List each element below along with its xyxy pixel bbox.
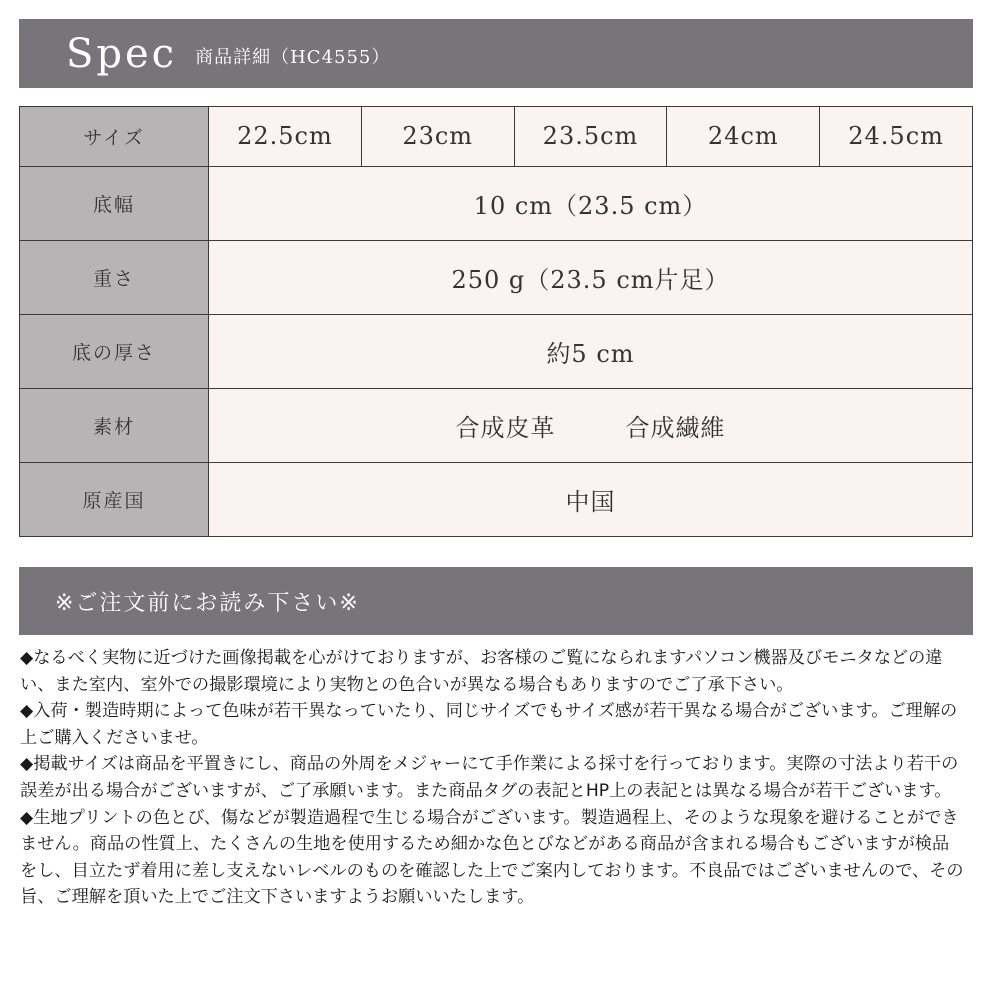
notice-list: [20, 645, 965, 911]
size-cell: 22.5cm: [209, 107, 362, 167]
origin-value: 中国: [209, 462, 973, 536]
size-row: [20, 107, 973, 167]
notice-item: ◆入荷・製造時期によって色味が若干異なっていたり、同じサイズでもサイズ感が若干異なる場合がございます。ご理解の上ご購入くださいませ。: [20, 701, 958, 748]
weight-value: 250 g（23.5 cm片足）: [209, 240, 973, 314]
origin-row: [20, 462, 973, 536]
sole-thickness-row: [20, 314, 973, 388]
sole-thickness-value: 約5 cm: [209, 314, 973, 388]
spec-table: [19, 106, 973, 537]
spec-title: Spec: [66, 30, 178, 77]
spec-header: [19, 19, 973, 88]
notice-header: [19, 567, 973, 635]
size-cell: 23cm: [361, 107, 514, 167]
size-label: サイズ: [20, 107, 209, 167]
size-cell: 24.5cm: [820, 107, 973, 167]
notice-item: ◆なるべく実物に近づけた画像掲載を心がけておりますが、お客様のご覧になられますパソコン機器及びモニタなどの違い、また室内、室外での撮影環境により実物との色合いが異なる場合もありますのでご了承下さい。: [20, 648, 943, 695]
sole-width-row: [20, 166, 973, 240]
weight-row: [20, 240, 973, 314]
size-cell: 23.5cm: [514, 107, 667, 167]
material-label: 素材: [20, 388, 209, 462]
size-cell: 24cm: [667, 107, 820, 167]
origin-label: 原産国: [20, 462, 209, 536]
material-item: 合成皮革: [455, 413, 556, 442]
material-item: 合成繊維: [625, 413, 726, 442]
sole-width-value: 10 cm（23.5 cm）: [209, 166, 973, 240]
notice-item: ◆生地プリントの色とび、傷などが製造過程で生じる場合がございます。製造過程上、そのような現象を避けることができません。商品の性質上、たくさんの生地を使用するため細かな色とびなどがある商品が含まれる場合もございますが検品をし、目立たず着用に差し支えないレベルのものを確認した上でご案内しております。不良品ではございませんので、その旨、ご理解を頂いた上でご注文下さいますようお願いいたします。: [20, 807, 964, 908]
notice-item: ◆掲載サイズは商品を平置きにし、商品の外周をメジャーにて手作業による採寸を行っております。実際の寸法より若干の誤差が出る場合がございますが、ご了承願います。また商品タグの表記とHP上の表記とは異なる場合が若干ございます。: [20, 754, 959, 801]
material-row: [20, 388, 973, 462]
notice-title: ※ご注文前にお読み下さい※: [55, 590, 360, 616]
weight-label: 重さ: [20, 240, 209, 314]
spec-subtitle: 商品詳細（HC4555）: [195, 46, 391, 68]
sole-thickness-label: 底の厚さ: [20, 314, 209, 388]
sole-width-label: 底幅: [20, 166, 209, 240]
material-value: [209, 388, 973, 462]
